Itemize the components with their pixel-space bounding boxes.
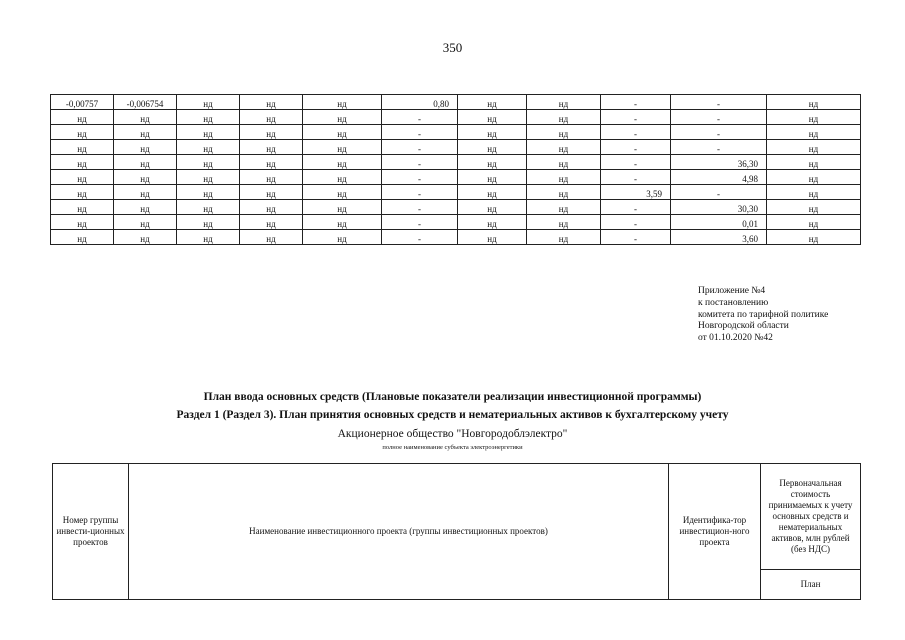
table-cell: нд: [303, 200, 382, 215]
table-cell: -: [671, 125, 767, 140]
table-cell: нд: [240, 155, 303, 170]
table-cell: -: [601, 200, 671, 215]
table-cell: -: [382, 155, 458, 170]
table-cell: нд: [458, 110, 527, 125]
table-row: [51, 200, 861, 215]
table-cell: нд: [114, 110, 177, 125]
table-cell: -: [601, 155, 671, 170]
table-cell: нд: [527, 155, 601, 170]
table-row: [51, 140, 861, 155]
table-cell: нд: [458, 230, 527, 245]
table-cell: нд: [303, 125, 382, 140]
table-cell: -: [601, 230, 671, 245]
table-cell: нд: [303, 170, 382, 185]
table-cell: нд: [51, 215, 114, 230]
table-cell: нд: [767, 155, 861, 170]
table-cell: нд: [51, 110, 114, 125]
table-cell: -: [382, 110, 458, 125]
table-cell: нд: [240, 200, 303, 215]
table-cell: нд: [51, 140, 114, 155]
plan-header-table: [52, 463, 861, 600]
table-row: [51, 95, 861, 110]
table-cell: нд: [458, 155, 527, 170]
table-cell: нд: [303, 185, 382, 200]
table-cell: -: [382, 200, 458, 215]
table-cell: нд: [177, 215, 240, 230]
table-cell: нд: [458, 185, 527, 200]
table-cell: нд: [240, 140, 303, 155]
table-cell: 3,59: [601, 185, 671, 200]
table-cell: нд: [527, 95, 601, 110]
table-cell: нд: [458, 170, 527, 185]
table-cell: нд: [240, 230, 303, 245]
section-title: Раздел 1 (Раздел 3). План принятия основных средств и нематериальных активов к бухгалтерскому учету: [176, 409, 729, 421]
table-cell: нд: [767, 125, 861, 140]
table-cell: -: [601, 140, 671, 155]
company-caption: полное наименование субъекта электроэнергетики: [382, 444, 523, 451]
table-cell: -0,00757: [51, 95, 114, 110]
table-row: [51, 170, 861, 185]
table-cell: нд: [177, 185, 240, 200]
table-cell: нд: [177, 200, 240, 215]
table-cell: нд: [458, 200, 527, 215]
header-group-number: Номер группы инвести-ционных проектов: [53, 464, 129, 600]
table-row: [51, 185, 861, 200]
table-cell: нд: [114, 170, 177, 185]
appendix-line: Новгородской области: [698, 321, 789, 332]
table-cell: -: [601, 110, 671, 125]
table-row: [51, 155, 861, 170]
appendix-line: Приложение №4: [698, 286, 766, 296]
top-data-table: [50, 94, 861, 245]
table-cell: -: [382, 215, 458, 230]
table-cell: нд: [303, 215, 382, 230]
header-plan: План: [761, 570, 861, 600]
table-cell: нд: [767, 170, 861, 185]
table-cell: 0,80: [382, 95, 458, 110]
appendix-line: от 01.10.2020 №42: [698, 333, 773, 344]
table-cell: нд: [114, 140, 177, 155]
table-cell: нд: [114, 155, 177, 170]
table-cell: нд: [51, 155, 114, 170]
table-row: [51, 110, 861, 125]
header-project-identifier: Идентифика-тор инвестицион-ного проекта: [669, 464, 761, 600]
table-cell: -0,006754: [114, 95, 177, 110]
table-cell: 36,30: [671, 155, 767, 170]
table-cell: нд: [240, 215, 303, 230]
table-cell: нд: [177, 110, 240, 125]
table-cell: -: [601, 170, 671, 185]
appendix-line: комитета по тарифной политике: [698, 309, 829, 320]
table-cell: -: [671, 110, 767, 125]
table-cell: нд: [767, 230, 861, 245]
table-cell: нд: [767, 215, 861, 230]
table-cell: нд: [527, 215, 601, 230]
table-cell: нд: [303, 155, 382, 170]
table-cell: -: [382, 170, 458, 185]
table-cell: -: [601, 95, 671, 110]
table-cell: нд: [767, 185, 861, 200]
page-number: 350: [442, 40, 463, 55]
table-cell: -: [601, 125, 671, 140]
table-cell: 3,60: [671, 230, 767, 245]
table-cell: нд: [303, 95, 382, 110]
table-cell: нд: [458, 215, 527, 230]
table-cell: нд: [527, 200, 601, 215]
table-cell: -: [671, 140, 767, 155]
table-cell: нд: [114, 200, 177, 215]
table-cell: нд: [458, 125, 527, 140]
table-cell: нд: [527, 170, 601, 185]
table-cell: нд: [177, 230, 240, 245]
table-cell: нд: [303, 140, 382, 155]
table-cell: нд: [527, 230, 601, 245]
table-cell: нд: [240, 125, 303, 140]
table-cell: нд: [527, 140, 601, 155]
table-cell: -: [382, 140, 458, 155]
table-row: [51, 125, 861, 140]
table-cell: 4,98: [671, 170, 767, 185]
table-cell: нд: [114, 215, 177, 230]
table-cell: -: [601, 215, 671, 230]
table-cell: нд: [240, 170, 303, 185]
table-cell: -: [382, 230, 458, 245]
table-cell: нд: [51, 185, 114, 200]
table-cell: нд: [458, 140, 527, 155]
table-cell: нд: [767, 200, 861, 215]
header-project-name: Наименование инвестиционного проекта (группы инвестиционных проектов): [129, 464, 669, 600]
company-name: Акционерное общество "Новгородоблэлектро": [337, 428, 568, 440]
appendix-note: [698, 286, 898, 345]
table-cell: -: [382, 125, 458, 140]
appendix-line: к постановлению: [698, 297, 769, 308]
table-cell: нд: [177, 125, 240, 140]
table-cell: нд: [177, 140, 240, 155]
table-cell: нд: [527, 185, 601, 200]
table-cell: нд: [177, 170, 240, 185]
plan-title: План ввода основных средств (Плановые показатели реализации инвестиционной программы): [203, 391, 702, 403]
table-cell: нд: [51, 200, 114, 215]
table-cell: нд: [767, 110, 861, 125]
table-cell: -: [671, 95, 767, 110]
table-cell: нд: [51, 125, 114, 140]
header-initial-cost: Первоначальная стоимость принимаемых к учету основных средств и нематериальных активов, млн рублей (без НДС): [761, 464, 861, 570]
table-cell: нд: [51, 170, 114, 185]
table-cell: нд: [303, 230, 382, 245]
table-cell: нд: [114, 185, 177, 200]
table-cell: нд: [527, 125, 601, 140]
table-row: [51, 230, 861, 245]
table-cell: нд: [177, 155, 240, 170]
table-cell: 30,30: [671, 200, 767, 215]
table-cell: нд: [303, 110, 382, 125]
table-cell: нд: [458, 95, 527, 110]
table-cell: -: [671, 185, 767, 200]
table-cell: нд: [240, 110, 303, 125]
table-cell: нд: [177, 95, 240, 110]
table-cell: нд: [114, 230, 177, 245]
table-cell: нд: [114, 125, 177, 140]
table-cell: нд: [240, 95, 303, 110]
table-cell: нд: [527, 110, 601, 125]
table-cell: нд: [767, 140, 861, 155]
table-row: [51, 215, 861, 230]
table-cell: нд: [240, 185, 303, 200]
table-cell: нд: [51, 230, 114, 245]
table-cell: -: [382, 185, 458, 200]
table-cell: 0,01: [671, 215, 767, 230]
table-cell: нд: [767, 95, 861, 110]
